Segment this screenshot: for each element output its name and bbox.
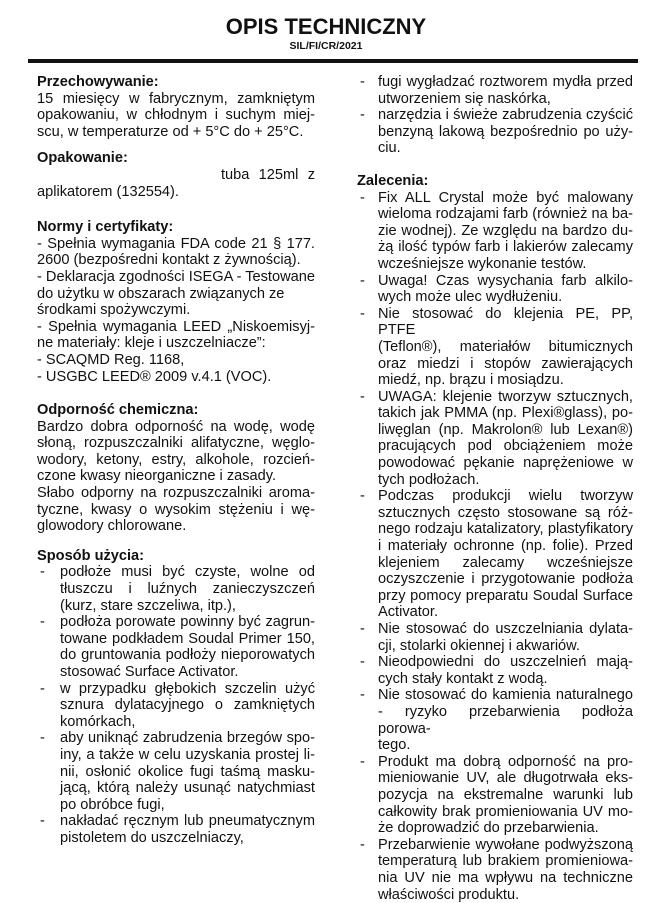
text-line: 2600 (bezpośredni kontakt z żywnością).: [37, 252, 315, 269]
paragraph: [37, 419, 315, 485]
text-line: pozycja na ekstremalne warunki lub: [378, 787, 633, 804]
bullet-dash: -: [360, 107, 365, 124]
bullet-dash: -: [360, 190, 365, 207]
text-line: po obróbce fugi,: [60, 797, 315, 814]
text-line: całkowity brak promieniowania UV mo-: [378, 804, 633, 821]
text-line: tłuszczu i luźnych zanieczyszczeń: [60, 581, 315, 598]
text-line: powodować pękanie naprężeniowe w: [378, 455, 633, 472]
text-line: - ryzyko przebarwienia podłoża porowa-: [378, 704, 633, 737]
text-line: (kurz, stare szczeliwa, itp.),: [60, 598, 315, 615]
text-line: (Teflon®), materiałów bitumicznych: [378, 339, 633, 356]
bullet-dash: -: [360, 306, 365, 323]
bullet-dash: -: [360, 754, 365, 771]
bullet-dash: -: [40, 564, 45, 581]
list-item: [357, 654, 633, 687]
paragraph: [37, 319, 315, 352]
text-line: narzędzia i świeże zabrudzenia czyścić: [378, 107, 633, 124]
text-line: czone kwasy nieorganiczne i zasady.: [37, 468, 315, 485]
list-item: [357, 687, 633, 753]
text-line: że doprowadzić do przebarwienia.: [378, 820, 633, 837]
paragraph: [37, 236, 315, 269]
text-line: klejeniem zalecamy wcześniejsze: [378, 555, 633, 572]
bullet-dash: -: [360, 273, 365, 290]
bullet-dash: -: [360, 389, 365, 406]
text-line: glowodory chlorowane.: [37, 518, 315, 535]
text-line: - Spełnia wymagania FDA code 21 § 177.: [37, 236, 315, 253]
text-line: podłoża porowate powinny być zagrun-: [60, 614, 315, 631]
text-line: Nie stosować do uszczelniania dylata-: [378, 621, 633, 638]
list-item: [37, 730, 315, 813]
bullet-dash: -: [360, 837, 365, 854]
text-line: oczyszczenie i przygotowanie podłoża: [378, 571, 633, 588]
text-line: fugi wygładzać roztworem mydła przed: [378, 74, 633, 91]
text-line: UWAGA: klejenie tworzyw sztucznych,: [378, 389, 633, 406]
text-line: zie wodnej). Ze względu na bardzo du-: [378, 223, 633, 240]
text-line: i materiały ochronne (np. folie). Przed: [378, 538, 633, 555]
text-line: nia UV nie ma wpływu na techniczne: [378, 870, 633, 887]
text-line: środkami spożywczymi.: [37, 302, 315, 319]
text-line: scu, w temperaturze od + 5°C do + 25°C.: [37, 124, 315, 141]
bullet-dash: -: [360, 687, 365, 704]
text-line: Słabo odporny na rozpuszczalniki aroma-: [37, 485, 315, 502]
text-line: tego.: [378, 737, 633, 754]
text-line: pracujących pod obciążeniem może: [378, 438, 633, 455]
text-line: iny, a także w celu uzyskania prostej li-: [60, 747, 315, 764]
list-item: [357, 754, 633, 837]
text-line: benzyną lakową bezpośrednio po uży-: [378, 124, 633, 141]
text-line: przy pomocy preparatu Soudal Surface: [378, 588, 633, 605]
text-line: podłoże musi być czyste, wolne od: [60, 564, 315, 581]
text-line: ne materiały: kleje i uszczelniacze”:: [37, 335, 315, 352]
paragraph: [37, 369, 315, 386]
bullet-dash: -: [360, 74, 365, 91]
text-line: tych podłożach.: [378, 472, 633, 489]
text-line: jącą, którą należy usunąć natychmiast: [60, 780, 315, 797]
list-item: [357, 837, 633, 903]
list-item: [357, 621, 633, 654]
paragraph: [37, 485, 315, 535]
text-line: - SCAQMD Reg. 1168,: [37, 352, 315, 369]
text-line: Fix ALL Crystal może być malowany: [378, 190, 633, 207]
paragraph: [37, 167, 315, 200]
list-item: [357, 273, 633, 306]
text-line: cji, stolarki okiennej i akwariów.: [378, 638, 633, 655]
text-line: sztucznych często stosowane są róż-: [378, 505, 633, 522]
bullet-dash: -: [40, 614, 45, 631]
bullet-dash: -: [40, 681, 45, 698]
text-line: wieloma rodzajami farb (również na ba-: [378, 206, 633, 223]
text-line: wych może ulec wydłużeniu.: [378, 289, 633, 306]
text-line: Przebarwienie wywołane podwyższoną: [378, 837, 633, 854]
text-line: tyczne, kwasy o wysokim stężeniu i wę-: [37, 502, 315, 519]
header-divider: [28, 59, 638, 63]
section-heading: Odporność chemiczna:: [37, 402, 315, 419]
text-line: opakowaniu, w chłodnym i suchym miej-: [37, 107, 315, 124]
text-line: mieniowanie UV, ale długotrwała eks-: [378, 770, 633, 787]
text-line: komórkach,: [60, 714, 315, 731]
text-line: oraz miedzi i stopów zawierających: [378, 356, 633, 373]
document-code: SIL/FI/CR/2021: [0, 40, 652, 52]
text-line: Nieodpowiedni do uszczelnień mają-: [378, 654, 633, 671]
text-line: nakładać ręcznym lub pneumatycznym: [60, 813, 315, 830]
text-line: - Spełnia wymagania LEED „Niskoemisyj-: [37, 319, 315, 336]
section-heading: Normy i certyfikaty:: [37, 219, 315, 236]
paragraph: [37, 91, 315, 141]
paragraph: [37, 269, 315, 319]
text-line: towane podkładem Soudal Primer 150,: [60, 631, 315, 648]
text-line: miedź, np. brązu i mosiądzu.: [378, 372, 633, 389]
section-heading: Przechowywanie:: [37, 74, 315, 91]
text-line: Nie stosować do kamienia naturalnego: [378, 687, 633, 704]
text-line: nego rodzaju katalizatory, plastyfikatory: [378, 521, 633, 538]
text-line: aby uniknąć zabrudzenia brzegów spo-: [60, 730, 315, 747]
text-line: do użytku w obszarach związanych ze: [37, 286, 315, 303]
bullet-dash: -: [360, 654, 365, 671]
section-heading: Zalecenia:: [357, 173, 633, 190]
text-line: Activator.: [378, 604, 633, 621]
paragraph: [37, 352, 315, 369]
text-line: utworzeniem się naskórka,: [378, 91, 633, 108]
list-item: [37, 564, 315, 614]
list-item: [357, 389, 633, 489]
section-right-1: [357, 173, 633, 903]
text-line: wodory, ketony, estry, alkohole, rozcień-: [37, 452, 315, 469]
text-line: temperaturą lub brakiem promieniowa-: [378, 853, 633, 870]
list-item: [37, 681, 315, 731]
section-left-3: [37, 402, 315, 535]
text-line: - USGBC LEED® 2009 v.4.1 (VOC).: [37, 369, 315, 386]
text-line: - Deklaracja zgodności ISEGA - Testowane: [37, 269, 315, 286]
text-line: stosować Surface Activator.: [60, 664, 315, 681]
text-line: Uwaga! Czas wysychania farb alkilo-: [378, 273, 633, 290]
text-line: właściwości produktu.: [378, 887, 633, 903]
section-left-1: [37, 150, 315, 200]
section-heading: Opakowanie:: [37, 150, 315, 167]
text-line: cych stały kontakt z wodą.: [378, 671, 633, 688]
text-line: do gruntowania podłoży nieporowatych: [60, 647, 315, 664]
list-item: [37, 813, 315, 846]
text-line: pistoletem do uszczelniaczy,: [60, 830, 315, 847]
text-line: liwęglan (np. Makrolon® lub Lexan®): [378, 422, 633, 439]
text-line: aplikatorem (132554).: [37, 184, 315, 201]
section-left-0: [37, 74, 315, 140]
section-heading: Sposób użycia:: [37, 548, 315, 565]
text-line: sznura dylatacyjnego o zamkniętych: [60, 697, 315, 714]
text-line: Bardzo dobra odporność na wodę, wodę: [37, 419, 315, 436]
list-item: [357, 74, 633, 107]
list-item: [357, 306, 633, 389]
text-line: Nie stosować do klejenia PE, PP, PTFE: [378, 306, 633, 339]
text-line: ciu.: [378, 140, 633, 157]
right-column: [357, 74, 633, 903]
text-line: nii, osłonić okolice fugi taśmą masku-: [60, 764, 315, 781]
list-item: [357, 488, 633, 621]
bullet-dash: -: [40, 730, 45, 747]
section-left-2: [37, 219, 315, 385]
text-line: takich jak PMMA (np. Plexi®glass), po-: [378, 405, 633, 422]
text-line: Podczas produkcji wielu tworzyw: [378, 488, 633, 505]
list-item: [37, 614, 315, 680]
text-line: żą ilość typów farb i lakierów zalecamy: [378, 239, 633, 256]
text-line: słoną, rozpuszczalniki alifatyczne, węglo-: [37, 435, 315, 452]
list-item: [357, 107, 633, 157]
left-column: [37, 74, 315, 847]
section-left-4: [37, 548, 315, 847]
section-right-0: [357, 74, 633, 157]
bullet-dash: -: [360, 488, 365, 505]
document-title: OPIS TECHNICZNY: [0, 14, 652, 40]
text-line: w przypadku głębokich szczelin użyć: [60, 681, 315, 698]
list-item: [357, 190, 633, 273]
bullet-dash: -: [40, 813, 45, 830]
text-line: Produkt ma dobrą odporność na pro-: [378, 754, 633, 771]
bullet-dash: -: [360, 621, 365, 638]
text-line: tuba 125ml z: [37, 167, 315, 184]
text-line: wcześniejsze wykonanie testów.: [378, 256, 633, 273]
text-line: 15 miesięcy w fabrycznym, zamkniętym: [37, 91, 315, 108]
